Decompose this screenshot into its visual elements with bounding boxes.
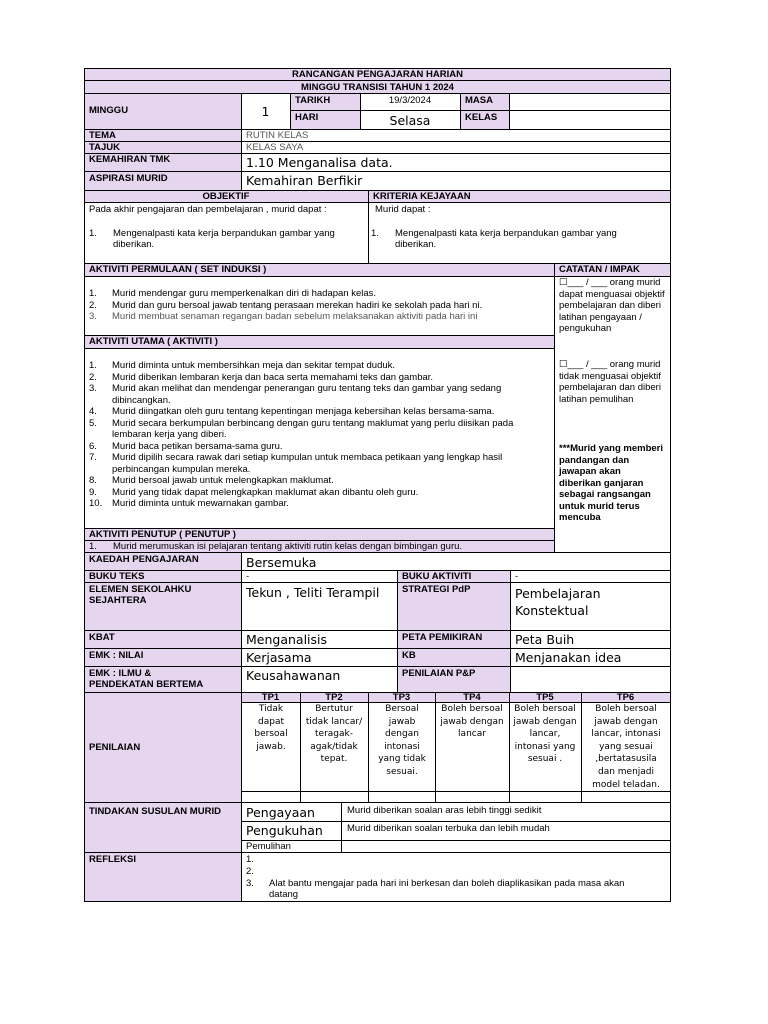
- item-text: Murid diberikan lembaran kerja dan baca serta memahami teks dan gambar.: [112, 371, 434, 383]
- pengayaan-desc: Murid diberikan soalan aras lebih tinggi sedikit: [347, 805, 542, 816]
- item-number: 2.: [89, 371, 97, 383]
- list-item: [84, 372, 542, 384]
- tp2-description: Bertutur tidak lancar/ teragak-agak/tidak tepat.: [305, 704, 363, 765]
- item-number: 9.: [89, 486, 97, 498]
- line: [84, 348, 554, 349]
- kriteria-intro: Murid dapat :: [375, 204, 431, 215]
- line: [84, 666, 671, 667]
- kriteria-item-line2: diberikan.: [395, 239, 437, 250]
- item-text: Murid akan melihat dan mendengar penerangan guru tentang teks dan gambar yang sedang dibincangkan.: [112, 383, 502, 406]
- tmk-value: 1.10 Menganalisa data.: [246, 155, 393, 170]
- peta-label: PETA PEMIKIRAN: [402, 632, 483, 643]
- penutup-num: 1.: [89, 541, 97, 552]
- kb-value: Menjanakan idea: [515, 650, 622, 665]
- item-text: Murid diminta untuk membersihkan meja dan sekitar tempat duduk.: [112, 360, 396, 371]
- item-number: 8.: [89, 475, 97, 486]
- tp3-heading: TP3: [392, 692, 411, 703]
- tp5-heading: TP5: [536, 692, 554, 703]
- aspirasi-label: ASPIRASI MURID: [89, 173, 168, 184]
- line: [241, 840, 671, 841]
- item-number: 3.: [89, 311, 97, 322]
- pengukuhan-label: Pengukuhan: [246, 823, 323, 838]
- aspirasi-value: Kemahiran Berfikir: [246, 173, 363, 188]
- emk-nilai-label: EMK : NILAI: [89, 650, 144, 661]
- tp2-heading: TP2: [325, 692, 343, 703]
- item-text: Murid membuat senaman regangan badan sebelum melaksanakan aktiviti pada hari ini: [112, 311, 478, 322]
- strategi-label: STRATEGI PdP: [402, 584, 471, 595]
- line: [581, 692, 582, 802]
- minggu-value: 1: [261, 104, 270, 119]
- peta-value: Peta Buih: [515, 632, 575, 647]
- emk-nilai-value: Kerjasama: [246, 650, 312, 665]
- masa-label: MASA: [465, 95, 493, 106]
- permulaan-heading: AKTIVITI PERMULAAN ( SET INDUKSI ): [89, 264, 267, 275]
- catatan-heading: CATATAN / IMPAK: [559, 264, 640, 275]
- item-text: Murid yang tidak dapat melengkapkan maklumat akan dibantu oleh guru.: [112, 486, 419, 498]
- kriteria-num: 1.: [371, 228, 379, 239]
- list-item: [84, 452, 542, 475]
- line: [509, 692, 510, 802]
- pemulihan-label: Pemulihan: [246, 841, 291, 852]
- elemen-label-1: ELEMEN SEKOLAHKU: [89, 584, 192, 595]
- line: [84, 129, 671, 130]
- tp4-heading: TP4: [463, 692, 481, 703]
- line: [368, 190, 369, 263]
- line: [397, 570, 398, 692]
- buku-teks-label: BUKU TEKS: [89, 571, 145, 582]
- border-bottom: [84, 901, 671, 902]
- catatan-note-2: ☐___ / ___ orang murid tidak menguasai objektif pembelajaran dan diberi latihan pemulihan: [559, 359, 661, 405]
- item-text: Murid dipilih secara rawak dari setiap kumpulan untuk membaca petikaan yang lengkap hasil perbincangan kumpulan mereka.: [112, 452, 503, 475]
- line: [300, 692, 301, 802]
- line: [241, 821, 671, 822]
- list-item: [84, 441, 542, 453]
- line: [510, 570, 511, 692]
- objektif-num: 1.: [89, 228, 97, 239]
- item-text: Murid secara berkumpulan berbincang dengan guru tentang maklumat yang perlu diisikan pada lembaran kerja yang diberi.: [112, 417, 514, 440]
- item-number: 2.: [89, 299, 97, 311]
- refleksi-num-2: 2.: [246, 866, 254, 877]
- kelas-label: KELAS: [465, 112, 498, 123]
- kriteria-item-line1: Mengenalpasti kata kerja berpandukan gambar yang: [395, 228, 617, 239]
- buku-aktiviti-value: -: [515, 571, 519, 582]
- line: [290, 93, 291, 129]
- line: [84, 630, 671, 631]
- line: [435, 692, 436, 802]
- tp4-description: Boleh bersoal jawab dengan lancar: [440, 704, 504, 740]
- catatan-note-1: ☐___ / ___ orang murid dapat menguasai objektif pembelajaran dan diberi latihan pengayaan / pengukuhan: [559, 277, 665, 334]
- item-number: 1.: [89, 360, 97, 371]
- line: [290, 110, 671, 111]
- emk-ilmu-label-2: PENDEKATAN BERTEMA: [89, 679, 204, 690]
- penilaian-pp-label: PENILAIAN P&P: [402, 668, 476, 679]
- refleksi-label: REFLEKSI: [89, 854, 136, 865]
- utama-heading: AKTIVITI UTAMA ( AKTIVITI ): [89, 336, 218, 347]
- line: [84, 141, 671, 142]
- list-item: [84, 406, 542, 418]
- item-text: Murid dan guru bersoal jawab tentang perasaan merekan hadiri ke sekolah pada hari ni.: [112, 299, 483, 311]
- tarikh-value: 19/3/2024: [388, 95, 432, 106]
- hari-value: Selasa: [389, 113, 431, 128]
- item-number: 1.: [89, 288, 97, 299]
- item-text: Murid diingatkan oleh guru tentang kepentingan menjaga kebersihan kelas bersama-sama.: [112, 406, 495, 417]
- kriteria-heading: KRITERIA KEJAYAAN: [373, 191, 471, 202]
- line: [84, 852, 671, 853]
- elemen-label-2: SEJAHTERA: [89, 595, 147, 606]
- line: [84, 93, 671, 94]
- line: [84, 171, 671, 172]
- tp1-heading: TP1: [261, 692, 280, 703]
- line: [84, 80, 671, 81]
- buku-teks-value: -: [246, 571, 250, 582]
- emk-ilmu-label-1: EMK : ILMU &: [89, 668, 152, 679]
- list-item: [84, 475, 542, 487]
- objektif-intro: Pada akhir pengajaran dan pembelajaran , murid dapat :: [89, 204, 327, 215]
- page-title: RANCANGAN PENGAJARAN HARIAN: [291, 69, 463, 80]
- item-text: Murid mendengar guru memperkenalkan diri di hadapan kelas.: [112, 288, 377, 299]
- tajuk-label: TAJUK: [89, 142, 120, 153]
- line: [84, 582, 671, 583]
- line: [84, 552, 671, 553]
- penutup-text: Murid merumuskan isi pelajaran tentang aktiviti rutin kelas dengan bimbingan guru.: [113, 541, 463, 552]
- list-item: [84, 288, 550, 300]
- objektif-item-line2: diberikan.: [113, 239, 155, 250]
- tp1-description: Tidak dapat bersoal jawab.: [254, 704, 288, 752]
- list-item: [84, 418, 542, 441]
- kb-label: KB: [402, 650, 416, 661]
- list-item: [84, 360, 542, 372]
- strategi-value-1: Pembelajaran: [515, 586, 601, 601]
- line: [84, 570, 671, 571]
- elemen-value: Tekun , Teliti Terampil: [246, 585, 380, 600]
- kaedah-label: KAEDAH PENGAJARAN: [89, 554, 199, 565]
- line: [84, 202, 671, 203]
- item-number: 10.: [89, 498, 103, 509]
- item-text: Murid bersoal jawab untuk melengkapkan maklumat.: [112, 475, 334, 486]
- line: [368, 692, 369, 802]
- list-item: [84, 498, 542, 510]
- tp3-description: Bersoal jawab dengan intonasi yang tidak sesuai.: [378, 704, 426, 777]
- kbat-label: KBAT: [89, 632, 115, 643]
- hari-label: HARI: [295, 112, 319, 123]
- emk-ilmu-value: Keusahawanan: [246, 668, 341, 683]
- tajuk-value: KELAS SAYA: [246, 142, 304, 153]
- list-item: [84, 383, 542, 406]
- penutup-heading: AKTIVITI PENUTUP ( PENUTUP ): [89, 529, 236, 540]
- kbat-value: Menganalisis: [246, 632, 328, 647]
- item-number: 3.: [89, 383, 97, 394]
- tp6-heading: TP6: [616, 692, 635, 703]
- item-number: 5.: [89, 417, 97, 429]
- strategi-value-2: Konstektual: [515, 603, 589, 618]
- kaedah-value: Bersemuka: [246, 555, 317, 570]
- tp5-description: Boleh bersoal jawab dengan lancar, intonasi yang sesuai .: [513, 704, 577, 765]
- pengayaan-label: Pengayaan: [246, 805, 315, 820]
- tarikh-label: TARIKH: [295, 95, 331, 106]
- list-item: [84, 300, 550, 312]
- line: [241, 552, 242, 902]
- item-text: Murid baca petikan bersama-sama guru.: [112, 440, 283, 452]
- catatan-note-3: ***Murid yang memberi pandangan dan jawapan akan diberikan ganjaran sebagai rangsangan untuk murid terus mencuba: [559, 443, 663, 523]
- tmk-label: KEMAHIRAN TMK: [89, 154, 171, 165]
- list-item: [84, 487, 542, 499]
- tema-value: RUTIN KELAS: [246, 130, 309, 141]
- list-item: [84, 311, 550, 323]
- tp6-description: Boleh bersoal jawab dengan lancar, intonasi yang sesuai ,bertatasusila dan menjadi model teladan.: [591, 704, 661, 790]
- border-right: [670, 68, 671, 902]
- susulan-label: TINDAKAN SUSULAN MURID: [89, 806, 221, 817]
- item-text: Murid diminta untuk mewarnakan gambar.: [112, 498, 289, 509]
- objektif-item-line1: Mengenalpasti kata kerja berpandukan gambar yang: [113, 228, 335, 239]
- line: [84, 648, 671, 649]
- page-subtitle: MINGGU TRANSISI TAHUN 1 2024: [301, 82, 454, 93]
- penilaian-label: PENILAIAN: [89, 742, 141, 753]
- tema-label: TEMA: [89, 130, 116, 141]
- item-number: 7.: [89, 452, 97, 463]
- pengukuhan-desc: Murid diberikan soalan terbuka dan lebih mudah: [347, 823, 550, 834]
- line: [554, 263, 555, 552]
- refleksi-item3-line2: datang: [269, 889, 299, 900]
- line: [341, 802, 342, 852]
- refleksi-item3-line1: Alat bantu mengajar pada hari ini berkesan dan boleh diaplikasikan pada masa akan: [269, 878, 625, 889]
- objektif-heading: OBJEKTIF: [202, 191, 250, 202]
- item-number: 6.: [89, 440, 97, 452]
- minggu-label: MINGGU: [89, 105, 129, 116]
- refleksi-num-1: 1.: [246, 854, 254, 865]
- permulaan-list: [84, 288, 550, 323]
- utama-list: [84, 360, 542, 510]
- line: [460, 93, 461, 129]
- line: [509, 93, 510, 129]
- item-number: 4.: [89, 406, 97, 417]
- refleksi-num-3: 3.: [246, 878, 254, 889]
- line: [84, 802, 671, 803]
- buku-aktiviti-label: BUKU AKTIVITI: [402, 571, 472, 582]
- line: [84, 153, 671, 154]
